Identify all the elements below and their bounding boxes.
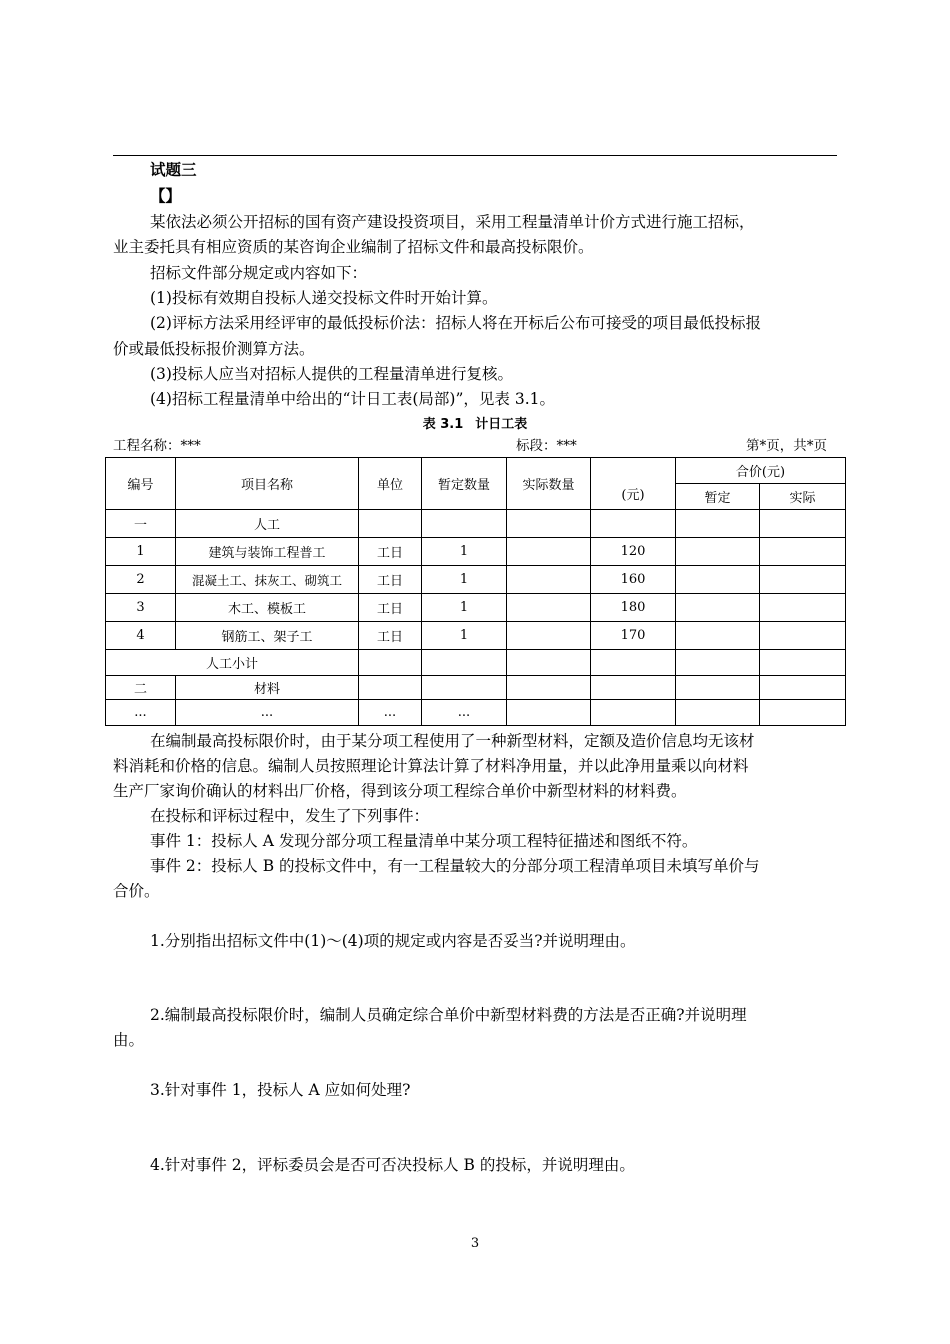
section-title: 试题三 [150,161,197,179]
page-info: 第*页，共*页 [746,438,827,454]
body-paragraph-line: 在编制最高投标限价时，由于某分项工程使用了一种新型材料，定额及造价信息均无该材 [150,732,755,750]
intro-paragraph: 招标文件部分规定或内容如下： [150,264,368,282]
table-caption-number: 表 3.1 [422,417,464,432]
table-row [106,566,846,594]
question-2-cont: 由。 [113,1031,145,1049]
body-paragraph-line: 料消耗和价格的信息。编制人员按照理论计算法计算了材料净用量，并以此净用量乘以向材料 [113,757,749,775]
row-item: 木工、模板工 [176,594,359,622]
rule-item-2-cont: 价或最低投标报价测算方法。 [113,340,315,358]
header-unit-price: (元) [591,458,676,510]
header-total-actual: 实际 [760,484,846,510]
header-item: 项目名称 [176,458,359,510]
row-unit: 工日 [359,594,422,622]
rule-item-4: (4)招标工程量清单中给出的“计日工表(局部)”，见表 3.1。 [150,390,555,408]
row-price: 160 [591,566,676,594]
row-unit: 工日 [359,538,422,566]
row-price: 120 [591,538,676,566]
bracket-label: 【】 [150,187,182,205]
row-qty: 1 [422,538,507,566]
subtotal-label: 人工小计 [106,650,359,676]
table-caption [0,413,950,432]
header-total: 合价(元) [676,458,846,484]
table-row [106,538,846,566]
header-actual-qty: 实际数量 [507,458,591,510]
table-row [106,510,846,538]
row-unit: ... [359,700,422,726]
event-2-cont: 合价。 [113,882,160,900]
row-item: 材料 [176,676,359,700]
table-row [106,676,846,700]
rule-item-3: (3)投标人应当对招标人提供的工程量清单进行复核。 [150,365,513,383]
table-row-ellipsis [106,700,846,726]
row-price: 180 [591,594,676,622]
row-qty: 1 [422,566,507,594]
row-no: 3 [106,594,176,622]
rule-item-2: (2)评标方法采用经评审的最低投标价法：招标人将在开标后公布可接受的项目最低投标报 [150,314,761,332]
row-item: 钢筋工、架子工 [176,622,359,650]
page-number: 3 [470,1236,480,1251]
header-rule [113,155,837,156]
question-2: 2.编制最高投标限价时，编制人员确定综合单价中新型材料费的方法是否正确?并说明理 [150,1006,747,1024]
row-qty: ... [422,700,507,726]
row-item: 人工 [176,510,359,538]
row-unit: 工日 [359,566,422,594]
intro-paragraph-line: 业主委托具有相应资质的某咨询企业编制了招标文件和最高投标限价。 [113,238,594,256]
question-1: 1.分别指出招标文件中(1)～(4)项的规定或内容是否妥当?并说明理由。 [150,932,636,950]
row-no: 1 [106,538,176,566]
question-4: 4.针对事件 2，评标委员会是否可否决投标人 B 的投标，并说明理由。 [150,1156,635,1174]
event-1: 事件 1：投标人 A 发现分部分项工程量清单中某分项工程特征描述和图纸不符。 [150,832,698,850]
row-item: 混凝土工、抹灰工、砌筑工 [176,566,359,594]
header-total-provisional: 暂定 [676,484,760,510]
row-price: 170 [591,622,676,650]
project-name: 工程名称：*** [113,438,201,454]
table-caption-title: 计日工表 [475,417,528,432]
row-item: 建筑与装饰工程普工 [176,538,359,566]
row-qty: 1 [422,622,507,650]
body-paragraph-line: 生产厂家询价确认的材料出厂价格，得到该分项工程综合单价中新型材料的材料费。 [113,782,687,800]
row-qty: 1 [422,594,507,622]
intro-paragraph-line: 某依法必须公开招标的国有资产建设投资项目，采用工程量清单计价方式进行施工招标， [150,213,755,231]
rule-item-1: (1)投标有效期自投标人递交投标文件时开始计算。 [150,289,498,307]
header-unit: 单位 [359,458,422,510]
section-label: 标段：*** [516,438,577,454]
table-row [106,622,846,650]
row-no: 4 [106,622,176,650]
row-no: 2 [106,566,176,594]
day-work-table [105,457,846,726]
event-2: 事件 2：投标人 B 的投标文件中，有一工程量较大的分部分项工程清单项目未填写单价与 [150,857,760,875]
row-no: 二 [106,676,176,700]
header-no: 编号 [106,458,176,510]
table-row [106,594,846,622]
question-3: 3.针对事件 1，投标人 A 应如何处理? [150,1081,411,1099]
header-provisional-qty: 暂定数量 [422,458,507,510]
table-row-subtotal [106,650,846,676]
row-no: ... [106,700,176,726]
row-unit: 工日 [359,622,422,650]
row-no: 一 [106,510,176,538]
body-paragraph: 在投标和评标过程中，发生了下列事件： [150,807,430,825]
row-item: ... [176,700,359,726]
